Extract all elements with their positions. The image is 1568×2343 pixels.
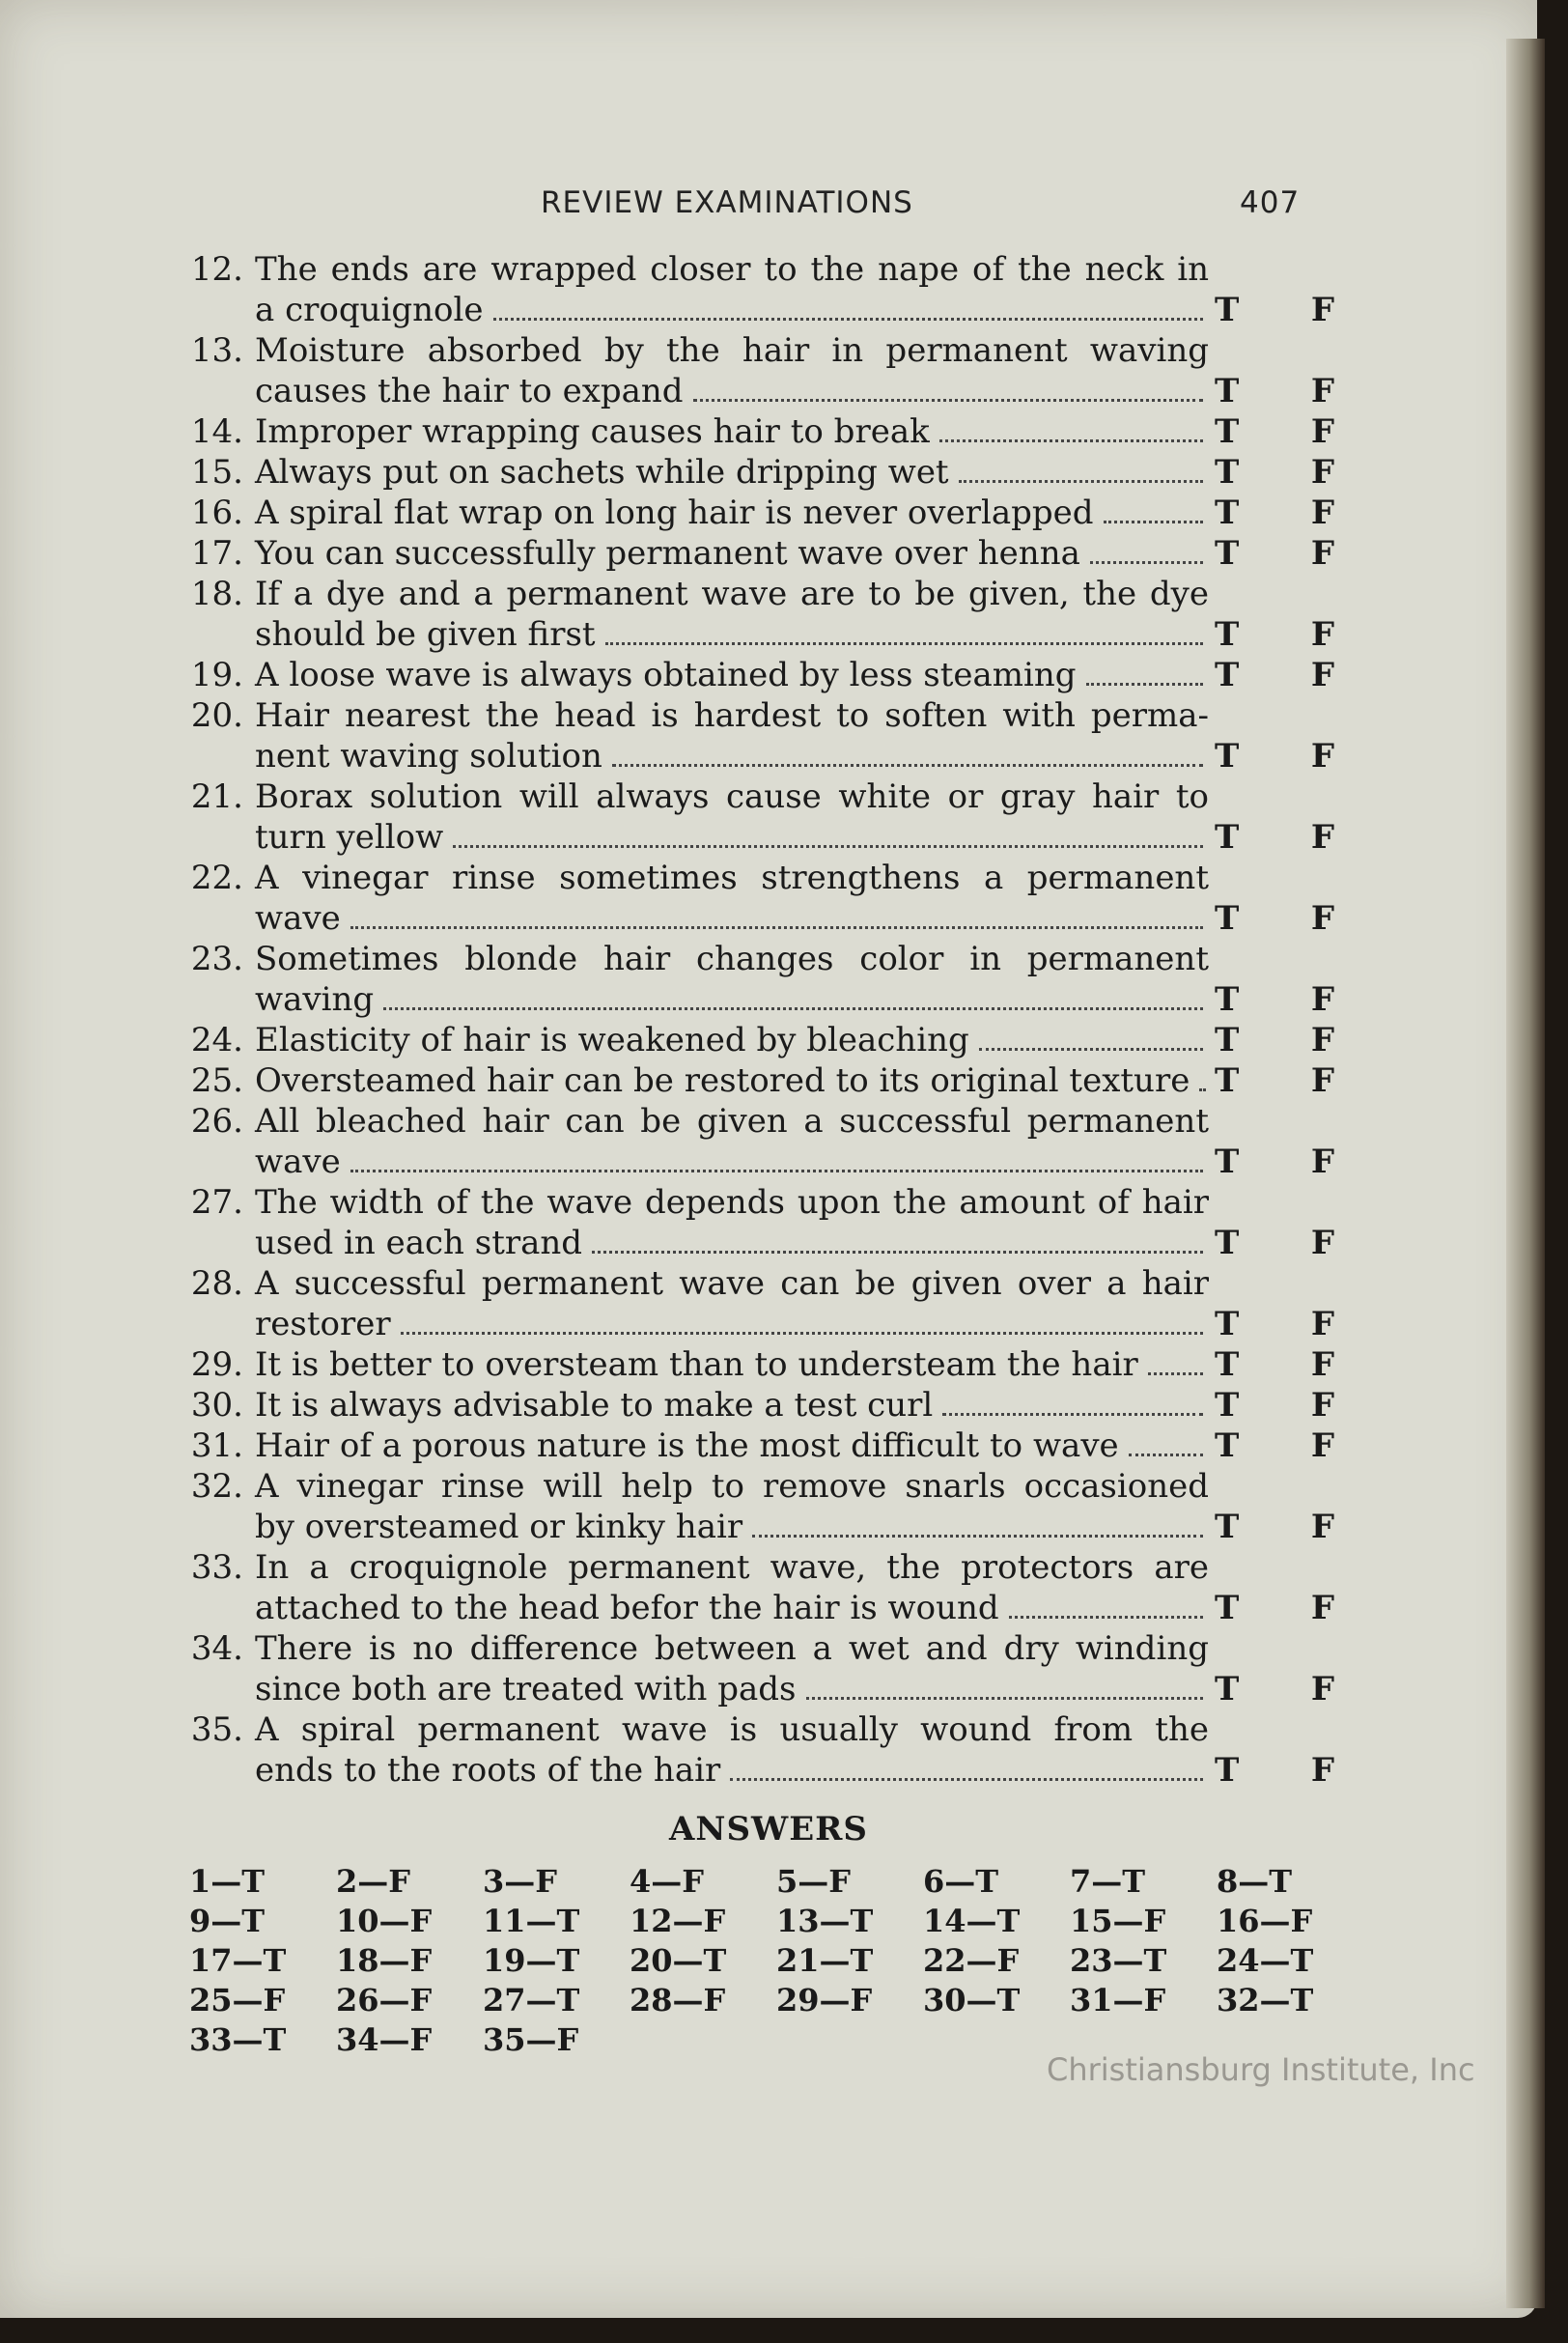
question-number: 12. [190, 250, 243, 289]
false-option: F [1310, 1021, 1334, 1059]
question-number: 27. [190, 1183, 243, 1222]
answers-heading: ANSWERS [669, 1810, 868, 1849]
question-item [176, 1020, 1334, 1060]
question-text [243, 1020, 1209, 1060]
dot-leader [942, 1412, 1203, 1416]
false-option: F [1310, 1345, 1334, 1384]
question-line: waving [255, 980, 375, 1019]
true-option: T [1215, 656, 1240, 694]
true-option: T [1215, 494, 1240, 532]
false-option: F [1310, 1305, 1334, 1343]
question-final-line [243, 1223, 1209, 1263]
question-line: A successful permanent wave can be given over a hair [255, 1264, 1209, 1303]
question-line: should be given first [255, 615, 596, 654]
true-option: T [1215, 1670, 1240, 1708]
question-line: It is always advisable to make a test curl [255, 1386, 934, 1425]
question-number: 13. [190, 331, 243, 370]
answer-item: 3—F [483, 1863, 557, 1900]
true-false-options [1215, 614, 1334, 655]
answer-item: 12—F [630, 1903, 726, 1939]
answer-item: 33—T [189, 2021, 287, 2058]
question-final-line [243, 1588, 1209, 1628]
question-number: 16. [190, 494, 243, 532]
true-option: T [1215, 1143, 1240, 1181]
question-text [243, 249, 1209, 330]
question-item [176, 452, 1334, 493]
question-list [176, 249, 1334, 1791]
answer-item: 34—F [336, 2021, 433, 2058]
false-option: F [1310, 1670, 1334, 1708]
question-text [243, 452, 1209, 493]
question-final-line [243, 1304, 1209, 1344]
true-option: T [1215, 1345, 1240, 1384]
true-option: T [1215, 1061, 1240, 1100]
running-title: REVIEW EXAMINATIONS [541, 185, 913, 220]
answer-item: 28—F [630, 1982, 726, 2018]
true-false-options [1215, 817, 1334, 858]
dot-leader [730, 1777, 1203, 1781]
question-number: 25. [190, 1061, 243, 1100]
question-text [243, 574, 1209, 655]
dot-leader [939, 438, 1203, 442]
dot-leader [752, 1534, 1203, 1538]
question-text [243, 939, 1209, 1020]
true-false-options [1215, 979, 1334, 1020]
true-false-options [1215, 736, 1334, 776]
false-option: F [1310, 534, 1334, 573]
true-option: T [1215, 1751, 1240, 1790]
question-line: Hair of a porous nature is the most difficult to wave [255, 1426, 1119, 1465]
answer-item: 19—T [483, 1942, 580, 1979]
false-option: F [1310, 1386, 1334, 1425]
answer-item: 7—T [1070, 1863, 1146, 1900]
question-line: There is no difference between a wet and dry winding [255, 1629, 1209, 1668]
question-final-line [243, 411, 1209, 452]
false-option: F [1310, 1426, 1334, 1465]
question-item [176, 858, 1334, 939]
answer-item: 24—T [1217, 1942, 1314, 1979]
true-false-options [1215, 1426, 1334, 1466]
question-line: Oversteamed hair can be restored to its original texture [255, 1061, 1190, 1100]
dot-leader [806, 1696, 1203, 1700]
dot-leader [605, 641, 1203, 645]
true-false-options [1215, 371, 1334, 411]
dot-leader [1090, 560, 1203, 564]
dot-leader [979, 1047, 1203, 1051]
question-item [176, 493, 1334, 533]
question-line: In a croquignole permanent wave, the protectors are [255, 1548, 1209, 1587]
question-text [243, 330, 1209, 411]
question-line: A vinegar rinse will help to remove snarls occasioned [255, 1467, 1209, 1506]
true-false-options [1215, 1588, 1334, 1628]
true-option: T [1215, 1589, 1240, 1627]
question-text [243, 776, 1209, 858]
question-number: 21. [190, 777, 243, 816]
false-option: F [1310, 1508, 1334, 1546]
question-line: A spiral flat wrap on long hair is never overlapped [255, 494, 1094, 532]
dot-leader [693, 398, 1203, 402]
question-final-line [243, 979, 1209, 1020]
true-false-options [1215, 1304, 1334, 1344]
question-final-line [243, 1344, 1209, 1385]
answer-item: 17—T [189, 1942, 287, 1979]
question-line: causes the hair to expand [255, 372, 684, 410]
question-item [176, 330, 1334, 411]
question-number: 18. [190, 575, 243, 613]
answer-key [189, 1862, 1348, 2060]
dot-leader [493, 317, 1203, 321]
answer-item: 32—T [1217, 1982, 1314, 2018]
false-option: F [1310, 818, 1334, 857]
question-text [243, 1547, 1209, 1628]
question-text [243, 1709, 1209, 1791]
question-text [243, 1182, 1209, 1263]
true-false-options [1215, 1669, 1334, 1709]
false-option: F [1310, 980, 1334, 1019]
true-false-options [1215, 411, 1334, 452]
page-number: 407 [1240, 185, 1301, 220]
true-false-options [1215, 533, 1334, 574]
question-final-line [243, 1669, 1209, 1709]
question-line: a croquignole [255, 291, 484, 329]
question-item [176, 1628, 1334, 1709]
question-line: A spiral permanent wave is usually wound from the [255, 1710, 1209, 1749]
question-line: wave [255, 1143, 341, 1181]
question-text [243, 1385, 1209, 1426]
question-number: 24. [190, 1021, 243, 1059]
question-final-line [243, 452, 1209, 493]
question-text [243, 1101, 1209, 1182]
true-false-options [1215, 655, 1334, 695]
question-number: 32. [190, 1467, 243, 1506]
question-number: 35. [190, 1710, 243, 1749]
question-text [243, 858, 1209, 939]
false-option: F [1310, 737, 1334, 776]
question-final-line [243, 614, 1209, 655]
question-line: Always put on sachets while dripping wet [255, 453, 949, 492]
question-number: 26. [190, 1102, 243, 1141]
question-line: wave [255, 899, 341, 938]
question-item [176, 1060, 1334, 1101]
dot-leader [1086, 682, 1203, 686]
true-option: T [1215, 737, 1240, 776]
answer-item: 26—F [336, 1982, 433, 2018]
question-final-line [243, 533, 1209, 574]
answer-item: 21—T [776, 1942, 874, 1979]
true-false-options [1215, 1344, 1334, 1385]
dot-leader [612, 763, 1203, 767]
question-line: The width of the wave depends upon the amount of hair [255, 1183, 1209, 1222]
true-false-options [1215, 290, 1334, 330]
false-option: F [1310, 1589, 1334, 1627]
false-option: F [1310, 1224, 1334, 1262]
question-final-line [243, 898, 1209, 939]
question-item [176, 776, 1334, 858]
question-item [176, 1101, 1334, 1182]
answer-item: 9—T [189, 1903, 266, 1939]
answer-item: 10—F [336, 1903, 433, 1939]
question-final-line [243, 371, 1209, 411]
true-option: T [1215, 818, 1240, 857]
true-option: T [1215, 291, 1240, 329]
true-option: T [1215, 899, 1240, 938]
question-number: 22. [190, 859, 243, 897]
question-number: 28. [190, 1264, 243, 1303]
question-line: turn yellow [255, 818, 444, 857]
question-line: nent waving solution [255, 737, 602, 776]
dot-leader [592, 1250, 1203, 1254]
question-number: 23. [190, 940, 243, 978]
question-number: 15. [190, 453, 243, 492]
question-final-line [243, 1426, 1209, 1466]
question-item [176, 1709, 1334, 1791]
question-line: since both are treated with pads [255, 1670, 797, 1708]
question-line: It is better to oversteam than to understeam the hair [255, 1345, 1138, 1384]
true-false-options [1215, 1020, 1334, 1060]
dot-leader [401, 1331, 1203, 1335]
question-final-line [243, 1142, 1209, 1182]
question-line: A vinegar rinse sometimes strengthens a permanent [255, 859, 1209, 897]
watermark: Christiansburg Institute, Inc [1047, 2051, 1475, 2088]
answer-item: 30—T [923, 1982, 1021, 2018]
question-text [243, 695, 1209, 776]
true-option: T [1215, 534, 1240, 573]
dot-leader [453, 844, 1203, 848]
dot-leader [959, 479, 1203, 483]
question-item [176, 1385, 1334, 1426]
question-text [243, 1263, 1209, 1344]
question-line: Borax solution will always cause white or gray hair to [255, 777, 1209, 816]
true-option: T [1215, 453, 1240, 492]
answer-item: 8—T [1217, 1863, 1293, 1900]
false-option: F [1310, 412, 1334, 451]
question-number: 34. [190, 1629, 243, 1668]
question-line: attached to the head befor the hair is wound [255, 1589, 999, 1627]
true-false-options [1215, 1507, 1334, 1547]
question-line: A loose wave is always obtained by less steaming [255, 656, 1077, 694]
question-number: 14. [190, 412, 243, 451]
question-line: used in each strand [255, 1224, 583, 1262]
true-false-options [1215, 493, 1334, 533]
question-final-line [243, 493, 1209, 533]
true-option: T [1215, 1224, 1240, 1262]
answer-item: 27—T [483, 1982, 580, 2018]
answer-item: 11—T [483, 1903, 580, 1939]
question-number: 33. [190, 1548, 243, 1587]
true-option: T [1215, 372, 1240, 410]
answer-item: 29—F [776, 1982, 873, 2018]
question-final-line [243, 736, 1209, 776]
question-text [243, 1426, 1209, 1466]
question-text [243, 533, 1209, 574]
dot-leader [350, 1169, 1203, 1172]
question-text [243, 1060, 1209, 1101]
question-line: Moisture absorbed by the hair in permanent waving [255, 331, 1209, 370]
true-false-options [1215, 1750, 1334, 1791]
question-text [243, 493, 1209, 533]
question-item [176, 1426, 1334, 1466]
false-option: F [1310, 494, 1334, 532]
question-final-line [243, 655, 1209, 695]
answer-item: 5—F [776, 1863, 851, 1900]
question-number: 29. [190, 1345, 243, 1384]
question-item [176, 574, 1334, 655]
question-item [176, 1263, 1334, 1344]
question-final-line [243, 1750, 1209, 1791]
question-final-line [243, 1385, 1209, 1426]
false-option: F [1310, 1061, 1334, 1100]
true-option: T [1215, 1305, 1240, 1343]
question-line: If a dye and a permanent wave are to be given, the dye [255, 575, 1209, 613]
answer-item: 15—F [1070, 1903, 1166, 1939]
answer-item: 25—F [189, 1982, 286, 2018]
question-line: by oversteamed or kinky hair [255, 1508, 743, 1546]
answer-item: 20—T [630, 1942, 727, 1979]
question-number: 17. [190, 534, 243, 573]
question-final-line [243, 1507, 1209, 1547]
answer-item: 35—F [483, 2021, 579, 2058]
false-option: F [1310, 615, 1334, 654]
question-number: 19. [190, 656, 243, 694]
answer-item: 16—F [1217, 1903, 1313, 1939]
question-final-line [243, 817, 1209, 858]
question-line: You can successfully permanent wave over henna [255, 534, 1080, 573]
true-false-options [1215, 1385, 1334, 1426]
question-text [243, 1344, 1209, 1385]
dot-leader [383, 1006, 1203, 1010]
false-option: F [1310, 291, 1334, 329]
question-line: All bleached hair can be given a successful permanent [255, 1102, 1209, 1141]
true-option: T [1215, 980, 1240, 1019]
answer-item: 23—T [1070, 1942, 1167, 1979]
false-option: F [1310, 372, 1334, 410]
question-item [176, 249, 1334, 330]
question-text [243, 1466, 1209, 1547]
question-line: Hair nearest the head is hardest to soften with perma- [255, 696, 1209, 735]
true-false-options [1215, 1142, 1334, 1182]
question-text [243, 1628, 1209, 1709]
true-option: T [1215, 1508, 1240, 1546]
dot-leader [350, 925, 1203, 929]
answer-item: 2—F [336, 1863, 410, 1900]
question-number: 20. [190, 696, 243, 735]
question-line: ends to the roots of the hair [255, 1751, 721, 1790]
true-false-options [1215, 1223, 1334, 1263]
true-false-options [1215, 898, 1334, 939]
question-item [176, 411, 1334, 452]
dot-leader [1199, 1087, 1203, 1091]
answer-item: 1—T [189, 1863, 266, 1900]
question-item [176, 1547, 1334, 1628]
question-item [176, 1466, 1334, 1547]
true-option: T [1215, 615, 1240, 654]
question-final-line [243, 290, 1209, 330]
question-text [243, 411, 1209, 452]
answer-item: 31—F [1070, 1982, 1166, 2018]
answer-item: 22—F [923, 1942, 1020, 1979]
question-item [176, 533, 1334, 574]
false-option: F [1310, 656, 1334, 694]
true-false-options [1215, 1060, 1334, 1101]
dot-leader [1009, 1615, 1203, 1619]
true-option: T [1215, 1021, 1240, 1059]
answer-item: 13—T [776, 1903, 874, 1939]
question-item [176, 1182, 1334, 1263]
question-item [176, 939, 1334, 1020]
question-line: Elasticity of hair is weakened by bleaching [255, 1021, 969, 1059]
answer-item: 6—T [923, 1863, 999, 1900]
question-item [176, 695, 1334, 776]
false-option: F [1310, 1751, 1334, 1790]
question-line: restorer [255, 1305, 391, 1343]
question-item [176, 655, 1334, 695]
answer-item: 14—T [923, 1903, 1021, 1939]
page-header [541, 185, 1313, 224]
false-option: F [1310, 453, 1334, 492]
dot-leader [1104, 520, 1203, 523]
question-line: The ends are wrapped closer to the nape of the neck in [255, 250, 1209, 289]
question-number: 31. [190, 1426, 243, 1465]
false-option: F [1310, 899, 1334, 938]
question-final-line [243, 1060, 1209, 1101]
answer-item: 4—F [630, 1863, 704, 1900]
true-option: T [1215, 1386, 1240, 1425]
question-text [243, 655, 1209, 695]
dot-leader [1129, 1453, 1203, 1456]
false-option: F [1310, 1143, 1334, 1181]
true-option: T [1215, 1426, 1240, 1465]
answer-item: 18—F [336, 1942, 433, 1979]
question-final-line [243, 1020, 1209, 1060]
question-line: Improper wrapping causes hair to break [255, 412, 930, 451]
true-false-options [1215, 452, 1334, 493]
question-item [176, 1344, 1334, 1385]
page-edge [1506, 39, 1545, 2308]
question-number: 30. [190, 1386, 243, 1425]
true-option: T [1215, 412, 1240, 451]
question-line: Sometimes blonde hair changes color in permanent [255, 940, 1209, 978]
dot-leader [1148, 1371, 1203, 1375]
